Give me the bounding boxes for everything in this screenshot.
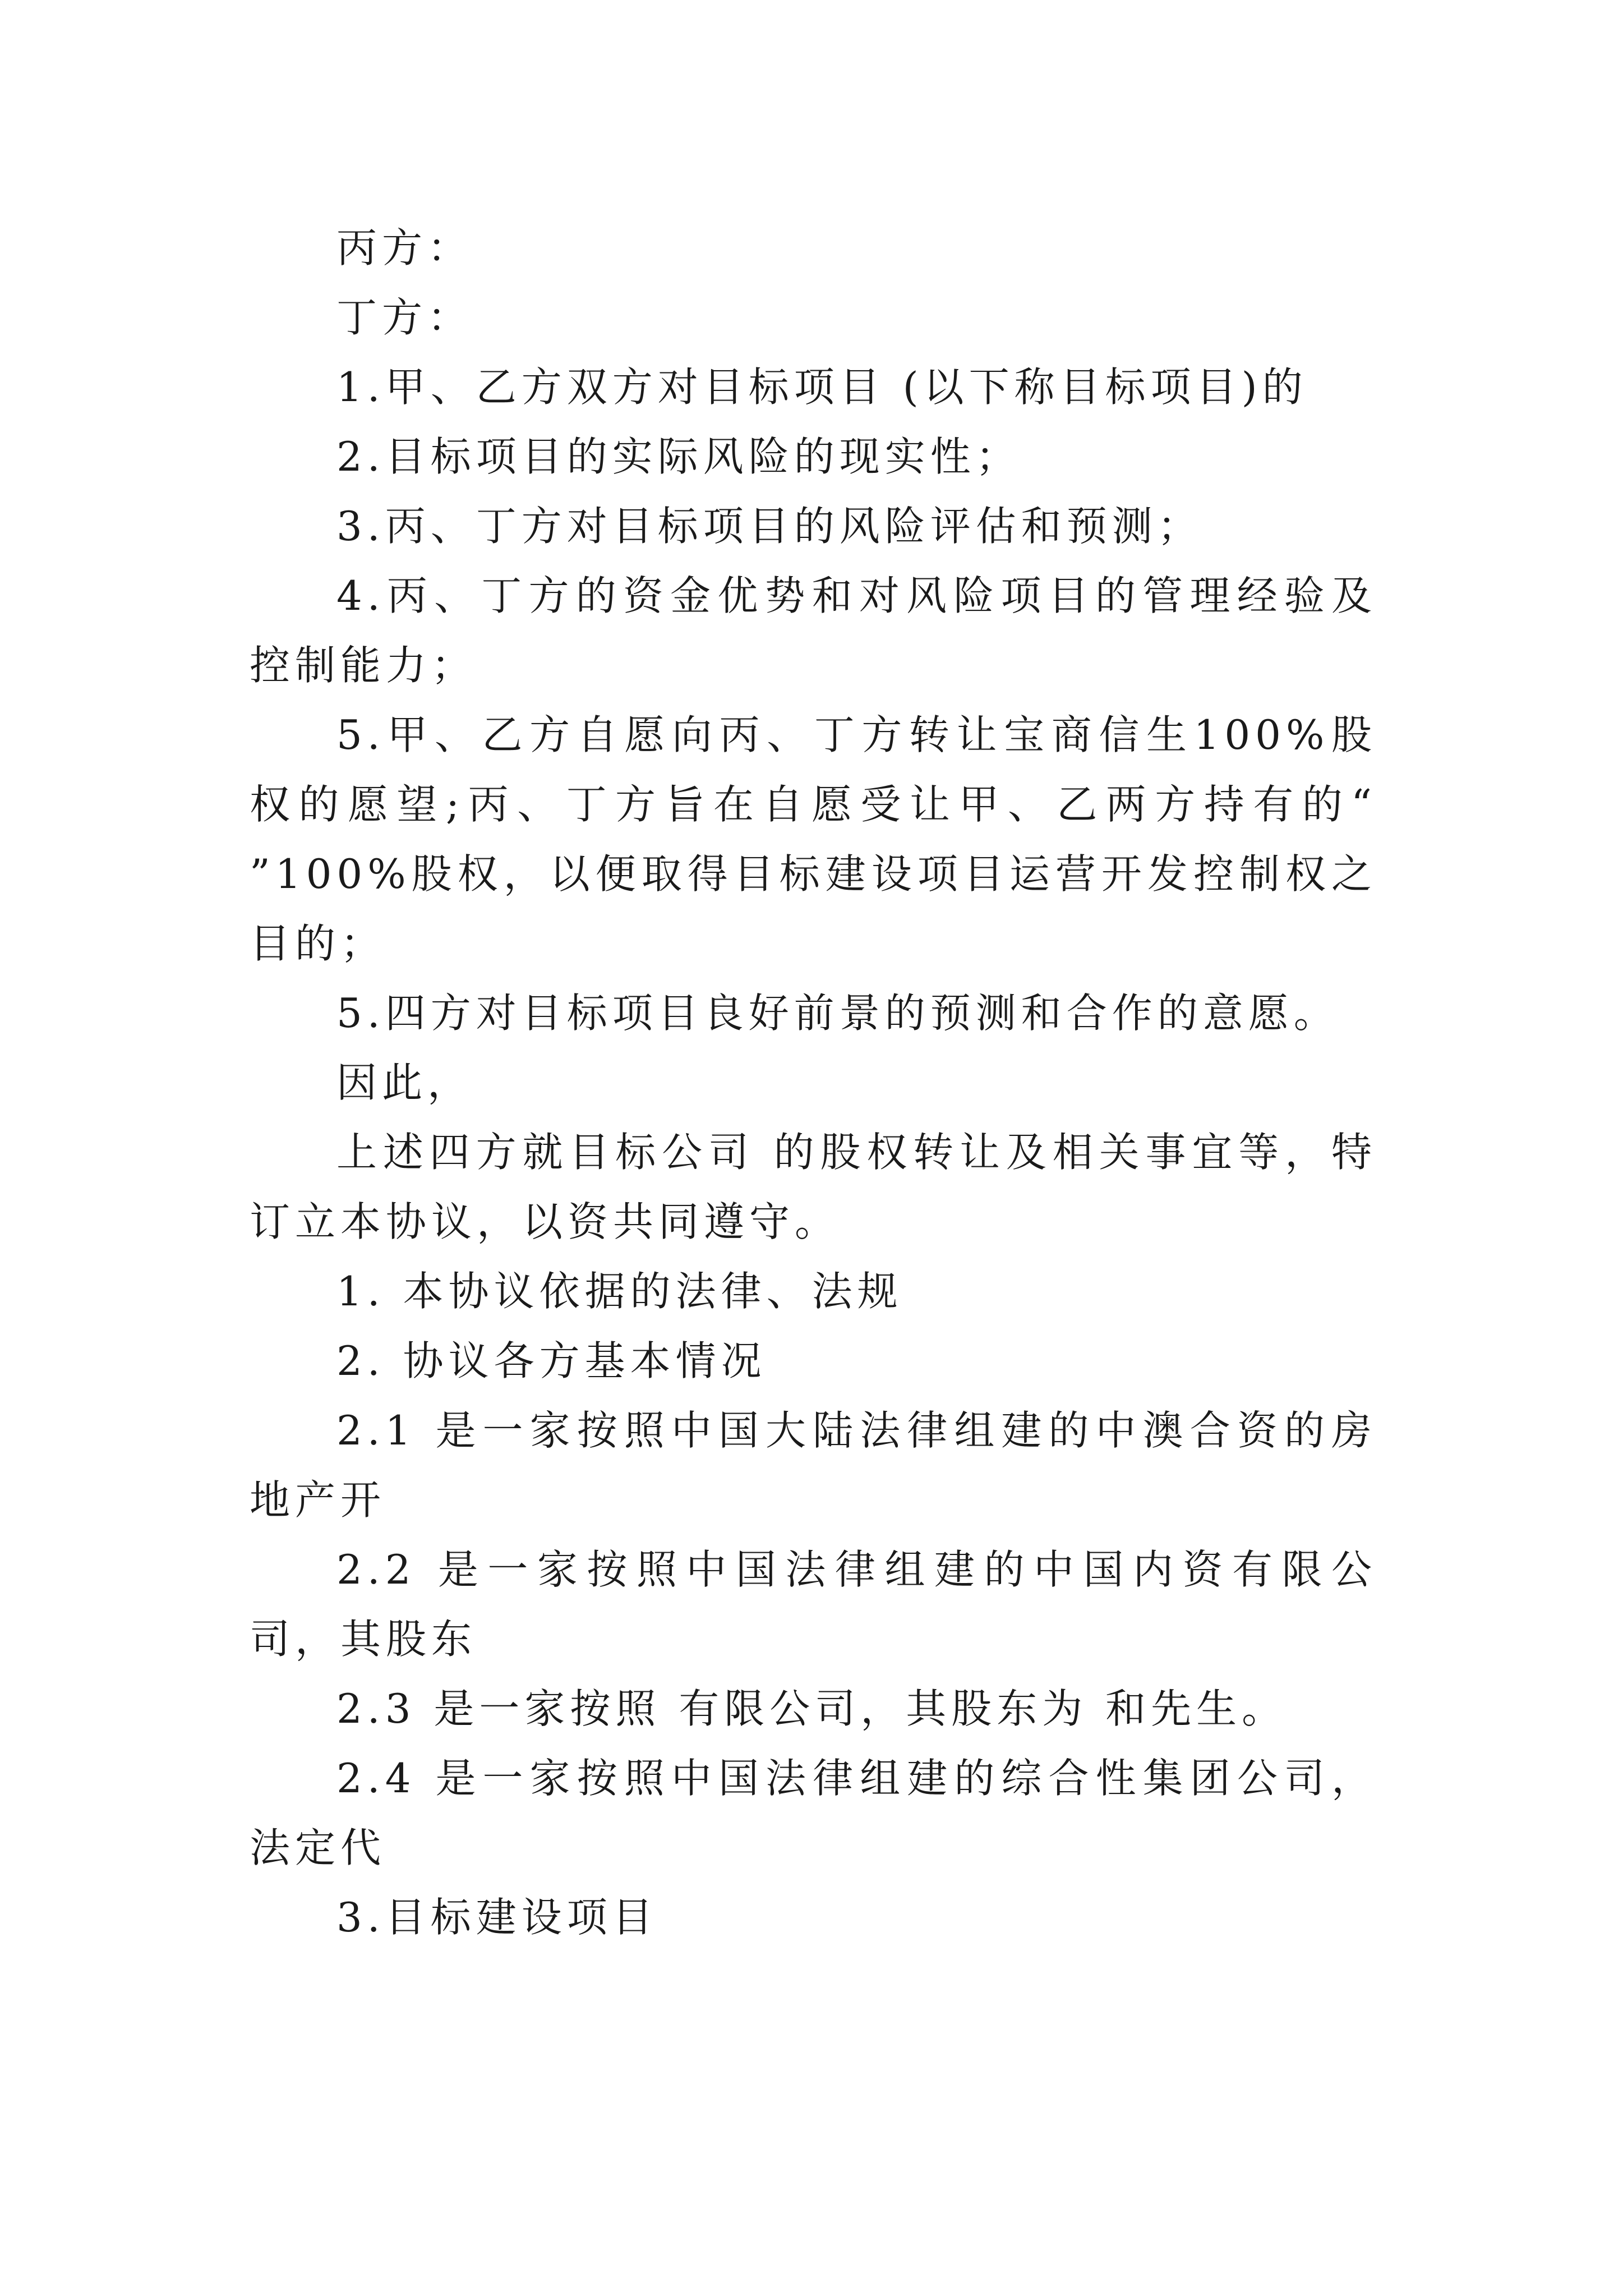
- clause-2-4: 2.4 是一家按照中国法律组建的综合性集团公司，法定代: [250, 1755, 1377, 1871]
- document-body: [250, 213, 1377, 1952]
- paragraph-agreement-purpose: 上述四方就目标公司 的股权转让及相关事宜等，特订立本协议，以资共同遵守。: [250, 1129, 1377, 1245]
- paragraph-recital-2: 2.目标项目的实际风险的现实性；: [336, 433, 1021, 480]
- paragraph-recital-5b: 5.四方对目标项目良好前景的预测和合作的意愿。: [336, 990, 1339, 1037]
- clause-2-1: 2.1 是一家按照中国大陆法律组建的中澳合资的房地产开: [250, 1407, 1377, 1524]
- section-heading-3: 3.目标建设项目: [336, 1894, 658, 1941]
- paragraph-party-c: 丙方：: [336, 224, 473, 272]
- clause-2-3: 2.3 是一家按照 有限公司，其股东为 和先生。: [336, 1685, 1288, 1732]
- section-heading-1: 1. 本协议依据的法律、法规: [336, 1268, 903, 1315]
- paragraph-recital-3: 3.丙、丁方对目标项目的风险评估和预测；: [336, 503, 1203, 550]
- paragraph-therefore: 因此，: [336, 1059, 473, 1106]
- paragraph-recital-4: 4.丙、丁方的资金优势和对风险项目的管理经验及控制能力；: [250, 572, 1377, 689]
- clause-2-2: 2.2 是一家按照中国法律组建的中国内资有限公司，其股东: [250, 1546, 1377, 1663]
- paragraph-party-d: 丁方：: [336, 294, 473, 341]
- paragraph-recital-1: 1.甲、乙方双方对目标项目 (以下称目标项目)的: [336, 364, 1308, 411]
- section-heading-2: 2. 协议各方基本情况: [336, 1337, 767, 1384]
- paragraph-recital-5a: 5.甲、乙方自愿向丙、丁方转让宝商信生100%股权的愿望;丙、丁方旨在自愿受让甲、乙两方持有的“ ”100%股权，以便取得目标建设项目运营开发控制权之目的；: [250, 711, 1377, 967]
